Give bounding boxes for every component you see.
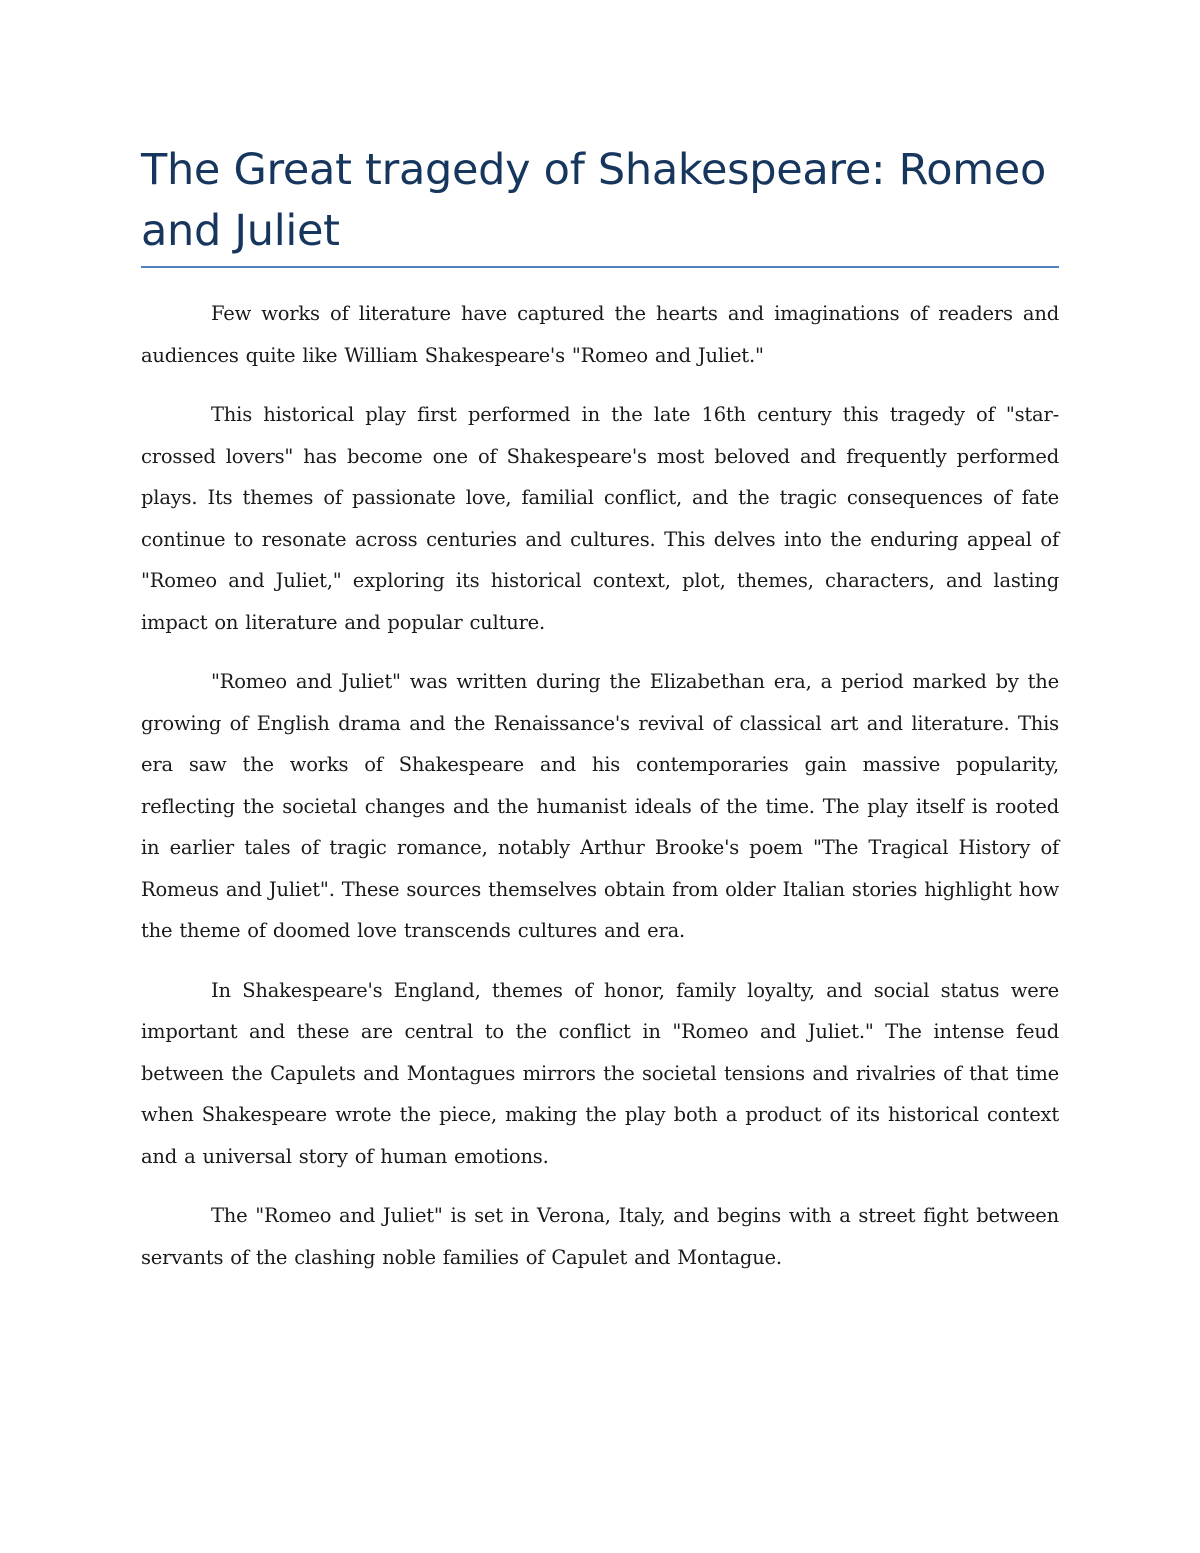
- document-content: [141, 140, 1059, 1296]
- document-title: The Great tragedy of Shakespeare: Romeo and Juliet: [141, 140, 1059, 268]
- paragraph-setting: The "Romeo and Juliet" is set in Verona, Italy, and begins with a street fight between servants of the clashing noble families of Capulet and Montague.: [141, 1204, 1059, 1269]
- paragraph-overview: This historical play first performed in the late 16th century this tragedy of "star-crossed lovers" has become one of Shakespeare's most beloved and frequently performed plays. Its themes of passionate love, familial conflict, and the tragic consequences of fate continue to resonate across centuries and cultures. This delves into the enduring appeal of "Romeo and Juliet," exploring its historical context, plot, themes, characters, and lasting impact on literature and popular culture.: [141, 403, 1059, 634]
- paragraph-themes: In Shakespeare's England, themes of honor, family loyalty, and social status were important and these are central to the conflict in "Romeo and Juliet." The intense feud between the Capulets and Montagues mirrors the societal tensions and rivalries of that time when Shakespeare wrote the piece, making the play both a product of its historical context and a universal story of human emotions.: [141, 978, 1059, 1168]
- document-body: [141, 293, 1059, 1278]
- paragraph-historical-context: "Romeo and Juliet" was written during the Elizabethan era, a period marked by the growing of English drama and the Renaissance's revival of classical art and literature. This era saw the works of Shakespeare and his contemporaries gain massive popularity, reflecting the societal changes and the humanist ideals of the time. The play itself is rooted in earlier tales of tragic romance, notably Arthur Brooke's poem "The Tragical History of Romeus and Juliet". These sources themselves obtain from older Italian stories highlight how the theme of doomed love transcends cultures and era.: [141, 670, 1059, 942]
- paragraph-intro: Few works of literature have captured the hearts and imaginations of readers and audiences quite like William Shakespeare's "Romeo and Juliet.": [141, 302, 1059, 367]
